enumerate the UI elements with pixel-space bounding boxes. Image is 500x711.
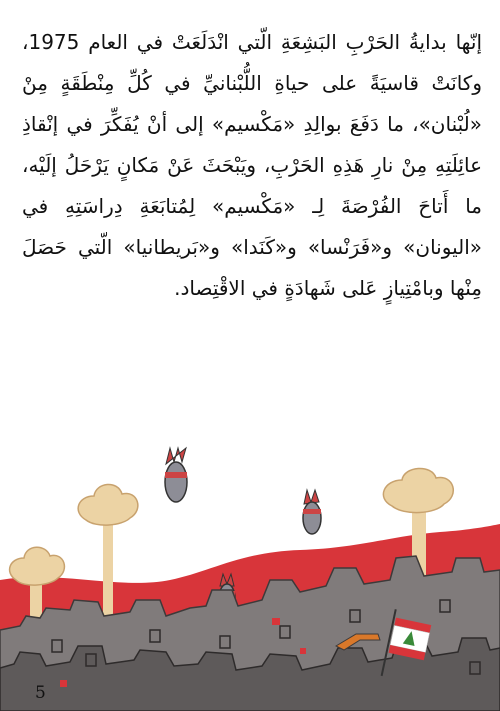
rubble-red-1 xyxy=(60,680,67,687)
rubble-red-3 xyxy=(300,648,306,654)
page-number: 5 xyxy=(35,683,46,703)
rubble-red-2 xyxy=(272,618,280,625)
story-text-block xyxy=(22,22,482,309)
bomb-2 xyxy=(303,490,321,534)
bomb-1 xyxy=(165,448,187,502)
story-paragraph: إنّها بدايةُ الحَرْبِ البَشِعَةِ الّتي انْدَلَعَتْ في العام 1975، وكانَتْ قاسيَةً على حياةِ اللُّبْنانيِّ في كُلِّ مِنْطَقَةٍ مِنْ «لُبْنان»، ما دَفَعَ بوالِدِ «مَكْسيم» إلى أنْ يُفَكِّرَ في إنْقاذِ عائِلَتِهِ مِنْ نارِ هَذِهِ الحَرْبِ، ويَبْحَثَ عَنْ مَكانٍ يَرْحَلُ إلَيْه، ما أَتاحَ الفُرْصَةَ لِـ «مَكْسيم» لِمُتابَعَةِ دِراسَتِهِ في «اليونان» و«فَرَنْسا» و«كَنَدا» و«بَريطانيا» الّتي حَصَلَ مِنْها وبامْتِيازٍ عَلى شَهادَةٍ في الاقْتِصاد. xyxy=(22,30,482,300)
war-ruins-illustration xyxy=(0,440,500,711)
